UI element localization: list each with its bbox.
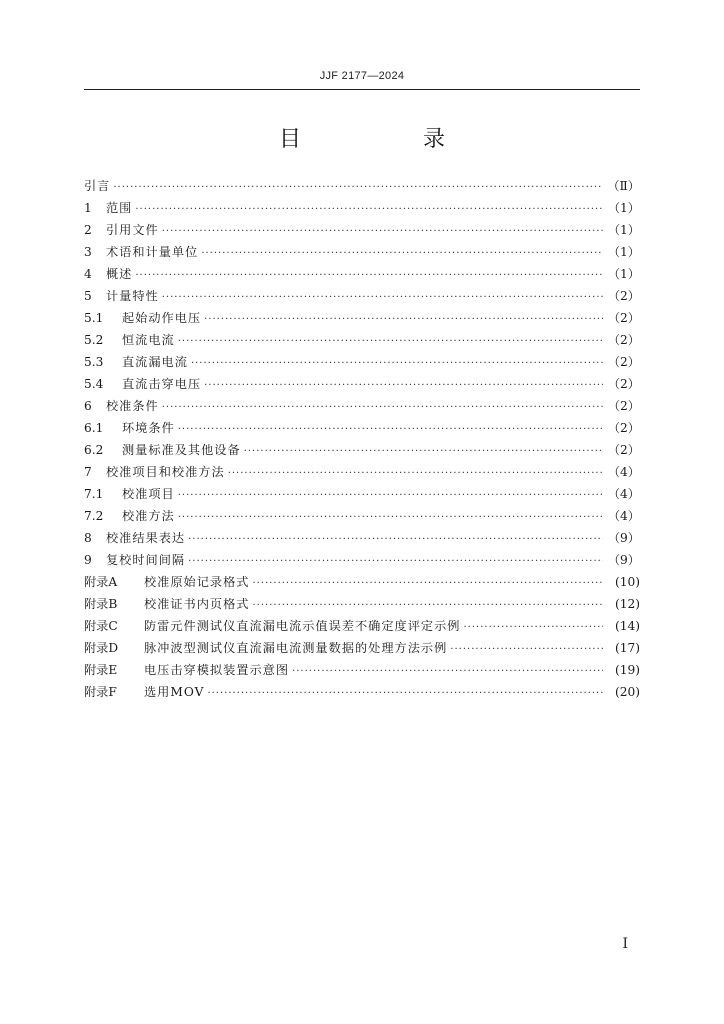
toc-entry-page: （2） — [607, 333, 640, 347]
toc-entry-page: （4） — [607, 509, 640, 523]
toc-entry[interactable] — [84, 263, 640, 285]
toc-entry-number: 6 — [84, 399, 92, 413]
dot-leader — [228, 463, 603, 485]
toc-entry[interactable] — [84, 241, 640, 263]
toc-entry-label: 校准结果表达 — [106, 531, 186, 545]
toc-entry-page: （2） — [607, 355, 640, 369]
dot-leader — [178, 331, 603, 353]
toc-entry-page: (12) — [614, 597, 640, 611]
toc-entry-label: 校准原始记录格式 — [144, 575, 250, 589]
toc-entry[interactable] — [84, 461, 640, 483]
toc-entry[interactable] — [84, 505, 640, 527]
toc-entry-number: 4 — [84, 267, 92, 281]
toc-entry[interactable] — [84, 615, 640, 637]
toc-entry-page: （2） — [607, 311, 640, 325]
toc-entry-page: （4） — [607, 465, 640, 479]
toc-entry-page: （1） — [607, 267, 640, 281]
dot-leader — [188, 551, 603, 573]
dot-leader — [204, 375, 603, 397]
toc-entry-label: 恒流电流 — [122, 333, 175, 347]
toc-entry-number: 附录E — [84, 663, 118, 677]
toc-entry-label: 校准项目 — [122, 487, 175, 501]
dot-leader — [292, 661, 603, 683]
toc-entry-label: 测量标准及其他设备 — [122, 443, 241, 457]
toc-entry-number: 附录B — [84, 597, 118, 611]
toc-entry-label: 环境条件 — [122, 421, 175, 435]
toc-entry-label: 选用MOV — [144, 685, 205, 699]
toc-entry[interactable] — [84, 329, 640, 351]
toc-entry-number: 附录C — [84, 619, 118, 633]
toc-entry[interactable] — [84, 637, 640, 659]
header-rule — [84, 89, 640, 90]
toc-entry[interactable] — [84, 351, 640, 373]
toc-entry-number: 2 — [84, 223, 92, 237]
toc-entry-page: (14) — [614, 619, 640, 633]
dot-leader — [162, 397, 603, 419]
dot-leader — [113, 177, 603, 199]
toc-entry-label: 术语和计量单位 — [106, 245, 199, 259]
toc-entry-label: 防雷元件测试仪直流漏电流示值误差不确定度评定示例 — [144, 619, 461, 633]
toc-entry-page: (20) — [614, 685, 640, 699]
toc-entry-label: 起始动作电压 — [122, 311, 202, 325]
dot-leader — [464, 617, 604, 639]
page-title: 目 录 — [278, 127, 495, 152]
toc-entry-number: 附录F — [84, 685, 117, 699]
toc-entry-label: 引言 — [84, 179, 111, 193]
dot-leader — [188, 529, 603, 551]
toc-entry-label: 校准条件 — [106, 399, 159, 413]
toc-entry-page: （2） — [607, 421, 640, 435]
toc-entry[interactable] — [84, 197, 640, 219]
toc-entry-label: 电压击穿模拟装置示意图 — [144, 663, 290, 677]
dot-leader — [201, 243, 603, 265]
dot-leader — [191, 353, 603, 375]
toc-entry-label: 直流击穿电压 — [122, 377, 202, 391]
toc-entry[interactable] — [84, 373, 640, 395]
toc-entry[interactable] — [84, 527, 640, 549]
toc-entry-number: 1 — [84, 201, 92, 215]
dot-leader — [204, 309, 603, 331]
toc-entry-label: 范围 — [106, 201, 133, 215]
toc-entry-page: （2） — [607, 289, 640, 303]
toc-entry-page: （Ⅱ） — [607, 179, 640, 193]
toc-entry-page: (10) — [614, 575, 640, 589]
toc-entry-page: （1） — [607, 223, 640, 237]
toc-entry[interactable] — [84, 285, 640, 307]
toc-entry-number: 6.1 — [84, 421, 104, 435]
dot-leader — [135, 199, 603, 221]
page-number: I — [622, 936, 628, 952]
toc-entry-label: 计量特性 — [106, 289, 159, 303]
toc-entry-page: （2） — [607, 377, 640, 391]
toc-entry[interactable] — [84, 307, 640, 329]
toc-entry[interactable] — [84, 175, 640, 197]
toc-entry[interactable] — [84, 659, 640, 681]
toc-entry-page: （1） — [607, 245, 640, 259]
dot-leader — [207, 683, 603, 705]
toc-entry-number: 5.2 — [84, 333, 104, 347]
toc-entry[interactable] — [84, 593, 640, 615]
toc-entry[interactable] — [84, 395, 640, 417]
toc-entry-page: （9） — [607, 531, 640, 545]
toc-entry[interactable] — [84, 681, 640, 703]
toc-entry[interactable] — [84, 483, 640, 505]
toc-entry-number: 6.2 — [84, 443, 104, 457]
toc-entry-number: 5.4 — [84, 377, 104, 391]
toc-entry-number: 5 — [84, 289, 92, 303]
table-of-contents — [84, 175, 640, 703]
toc-entry-page: （1） — [607, 201, 640, 215]
dot-leader — [178, 507, 603, 529]
dot-leader — [244, 441, 603, 463]
dot-leader — [253, 595, 604, 617]
toc-entry-number: 7.1 — [84, 487, 104, 501]
toc-entry-page: （9） — [607, 553, 640, 567]
toc-entry-number: 附录D — [84, 641, 119, 655]
toc-entry-number: 8 — [84, 531, 92, 545]
toc-entry-number: 5.1 — [84, 311, 104, 325]
dot-leader — [162, 221, 603, 243]
dot-leader — [135, 265, 603, 287]
toc-entry-label: 校准项目和校准方法 — [106, 465, 225, 479]
toc-entry[interactable] — [84, 571, 640, 593]
toc-entry[interactable] — [84, 417, 640, 439]
toc-entry-number: 7 — [84, 465, 92, 479]
toc-entry-label: 校准方法 — [122, 509, 175, 523]
document-code-header: JJF 2177—2024 — [319, 70, 405, 82]
toc-entry[interactable] — [84, 549, 640, 571]
toc-entry-number: 附录A — [84, 575, 118, 589]
toc-entry-number: 9 — [84, 553, 92, 567]
toc-entry-label: 复校时间间隔 — [106, 553, 186, 567]
toc-entry[interactable] — [84, 439, 640, 461]
toc-entry-page: （4） — [607, 487, 640, 501]
toc-entry-label: 概述 — [106, 267, 133, 281]
toc-entry-label: 直流漏电流 — [122, 355, 188, 369]
dot-leader — [162, 287, 603, 309]
toc-entry-page: （2） — [607, 443, 640, 457]
toc-entry-page: (19) — [614, 663, 640, 677]
toc-entry-label: 引用文件 — [106, 223, 159, 237]
dot-leader — [253, 573, 604, 595]
dot-leader — [178, 485, 603, 507]
toc-entry-number: 7.2 — [84, 509, 104, 523]
toc-entry[interactable] — [84, 219, 640, 241]
toc-entry-label: 校准证书内页格式 — [144, 597, 250, 611]
toc-entry-number: 5.3 — [84, 355, 104, 369]
toc-entry-page: （2） — [607, 399, 640, 413]
toc-entry-page: (17) — [614, 641, 640, 655]
dot-leader — [450, 639, 603, 661]
dot-leader — [178, 419, 603, 441]
toc-entry-label: 脉冲波型测试仪直流漏电流测量数据的处理方法示例 — [144, 641, 448, 655]
toc-entry-number: 3 — [84, 245, 92, 259]
